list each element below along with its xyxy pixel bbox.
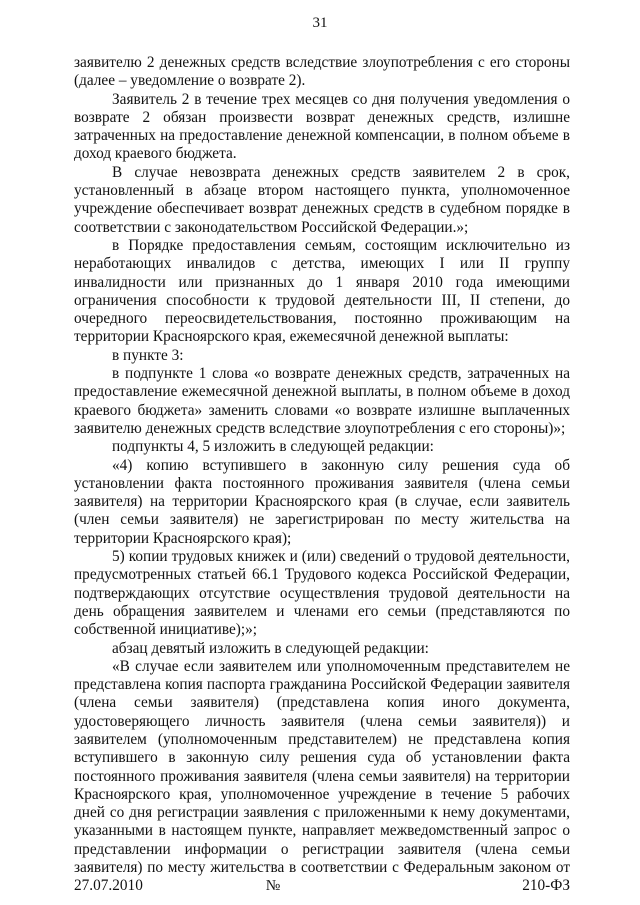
paragraph: в Порядке предоставления семьям, состоящим исключительно из неработающих инвалидов с детства, имеющих I или II группу инвалидности или признанных до 1 января 2010 года имеющими ограничения способности к трудовой деятельности III, II степени, до очередного переосвидетельствования, постоянно проживающим на территории Красноярского края, ежемесячной денежной выплаты:: [74, 236, 570, 346]
paragraph: Заявитель 2 в течение трех месяцев со дня получения уведомления о возврате 2 обязан произвести возврат денежных средств, излишне затраченных на предоставление денежной компенсации, в полном объеме в доход краевого бюджета.: [74, 90, 570, 163]
paragraph: 5) копии трудовых книжек и (или) сведений о трудовой деятельности, предусмотренных статьей 66.1 Трудового кодекса Российской Федерации, подтверждающих отсутствие осуществления трудовой деятельности на день обращения заявителем и членами его семьи (представляются по собственной инициативе);»;: [74, 548, 570, 639]
paragraph: абзац девятый изложить в следующей редакции:: [112, 639, 429, 657]
body-text: [74, 54, 570, 896]
paragraph: в пункте 3:: [112, 346, 184, 364]
paragraph: В случае невозврата денежных средств заявителем 2 в срок, установленный в абзаце втором настоящего пункта, уполномоченное учреждение обеспечивает возврат денежных средств в судебном порядке в соответствии с законодательством Российской Федерации.»;: [74, 163, 570, 236]
paragraph: заявителю 2 денежных средств вследствие злоупотребления с его стороны (далее – уведомление о возврате 2).: [74, 54, 570, 90]
paragraph: «4) копию вступившего в законную силу решения суда об установлении факта постоянного проживания заявителя (члена семьи заявителя) на территории Красноярского края (в случае, если заявитель (член семьи заявителя) не зарегистрирован по месту жительства на территории Красноярского края);: [74, 456, 570, 547]
page-number: 31: [312, 15, 328, 31]
paragraph: в подпункте 1 слова «о возврате денежных средств, затраченных на предоставление ежемесячной денежной выплаты, в полном объеме в доход краевого бюджета» заменить словами «о возврате излишне выплаченных заявителю денежных средств вследствие злоупотребления с его стороны)»;: [74, 365, 570, 437]
paragraph: подпункты 4, 5 изложить в следующей редакции:: [112, 438, 434, 456]
paragraph: «В случае если заявителем или уполномоченным представителем не представлена копия паспорта гражданина Российской Федерации заявителя (члена семьи заявителя) (представлена копия иного документа, удостоверяющего личность заявителя (члена семьи заявителя)) и заявителем (уполномоченным представителем) не представлена копия вступившего в законную силу решения суда об установлении факта постоянного проживания заявителя (члена семьи заявителя) на территории Красноярского края, уполномоченное учреждение в течение 5 рабочих дней со дня регистрации заявления с приложенными к нему документами, указанными в настоящем пункте, направляет межведомственный запрос о представлении информации о регистрации заявителя (члена семьи заявителя) по месту жительства в соответствии с Федеральным законом от 27.07.2010 № 210-ФЗ: [74, 657, 570, 895]
